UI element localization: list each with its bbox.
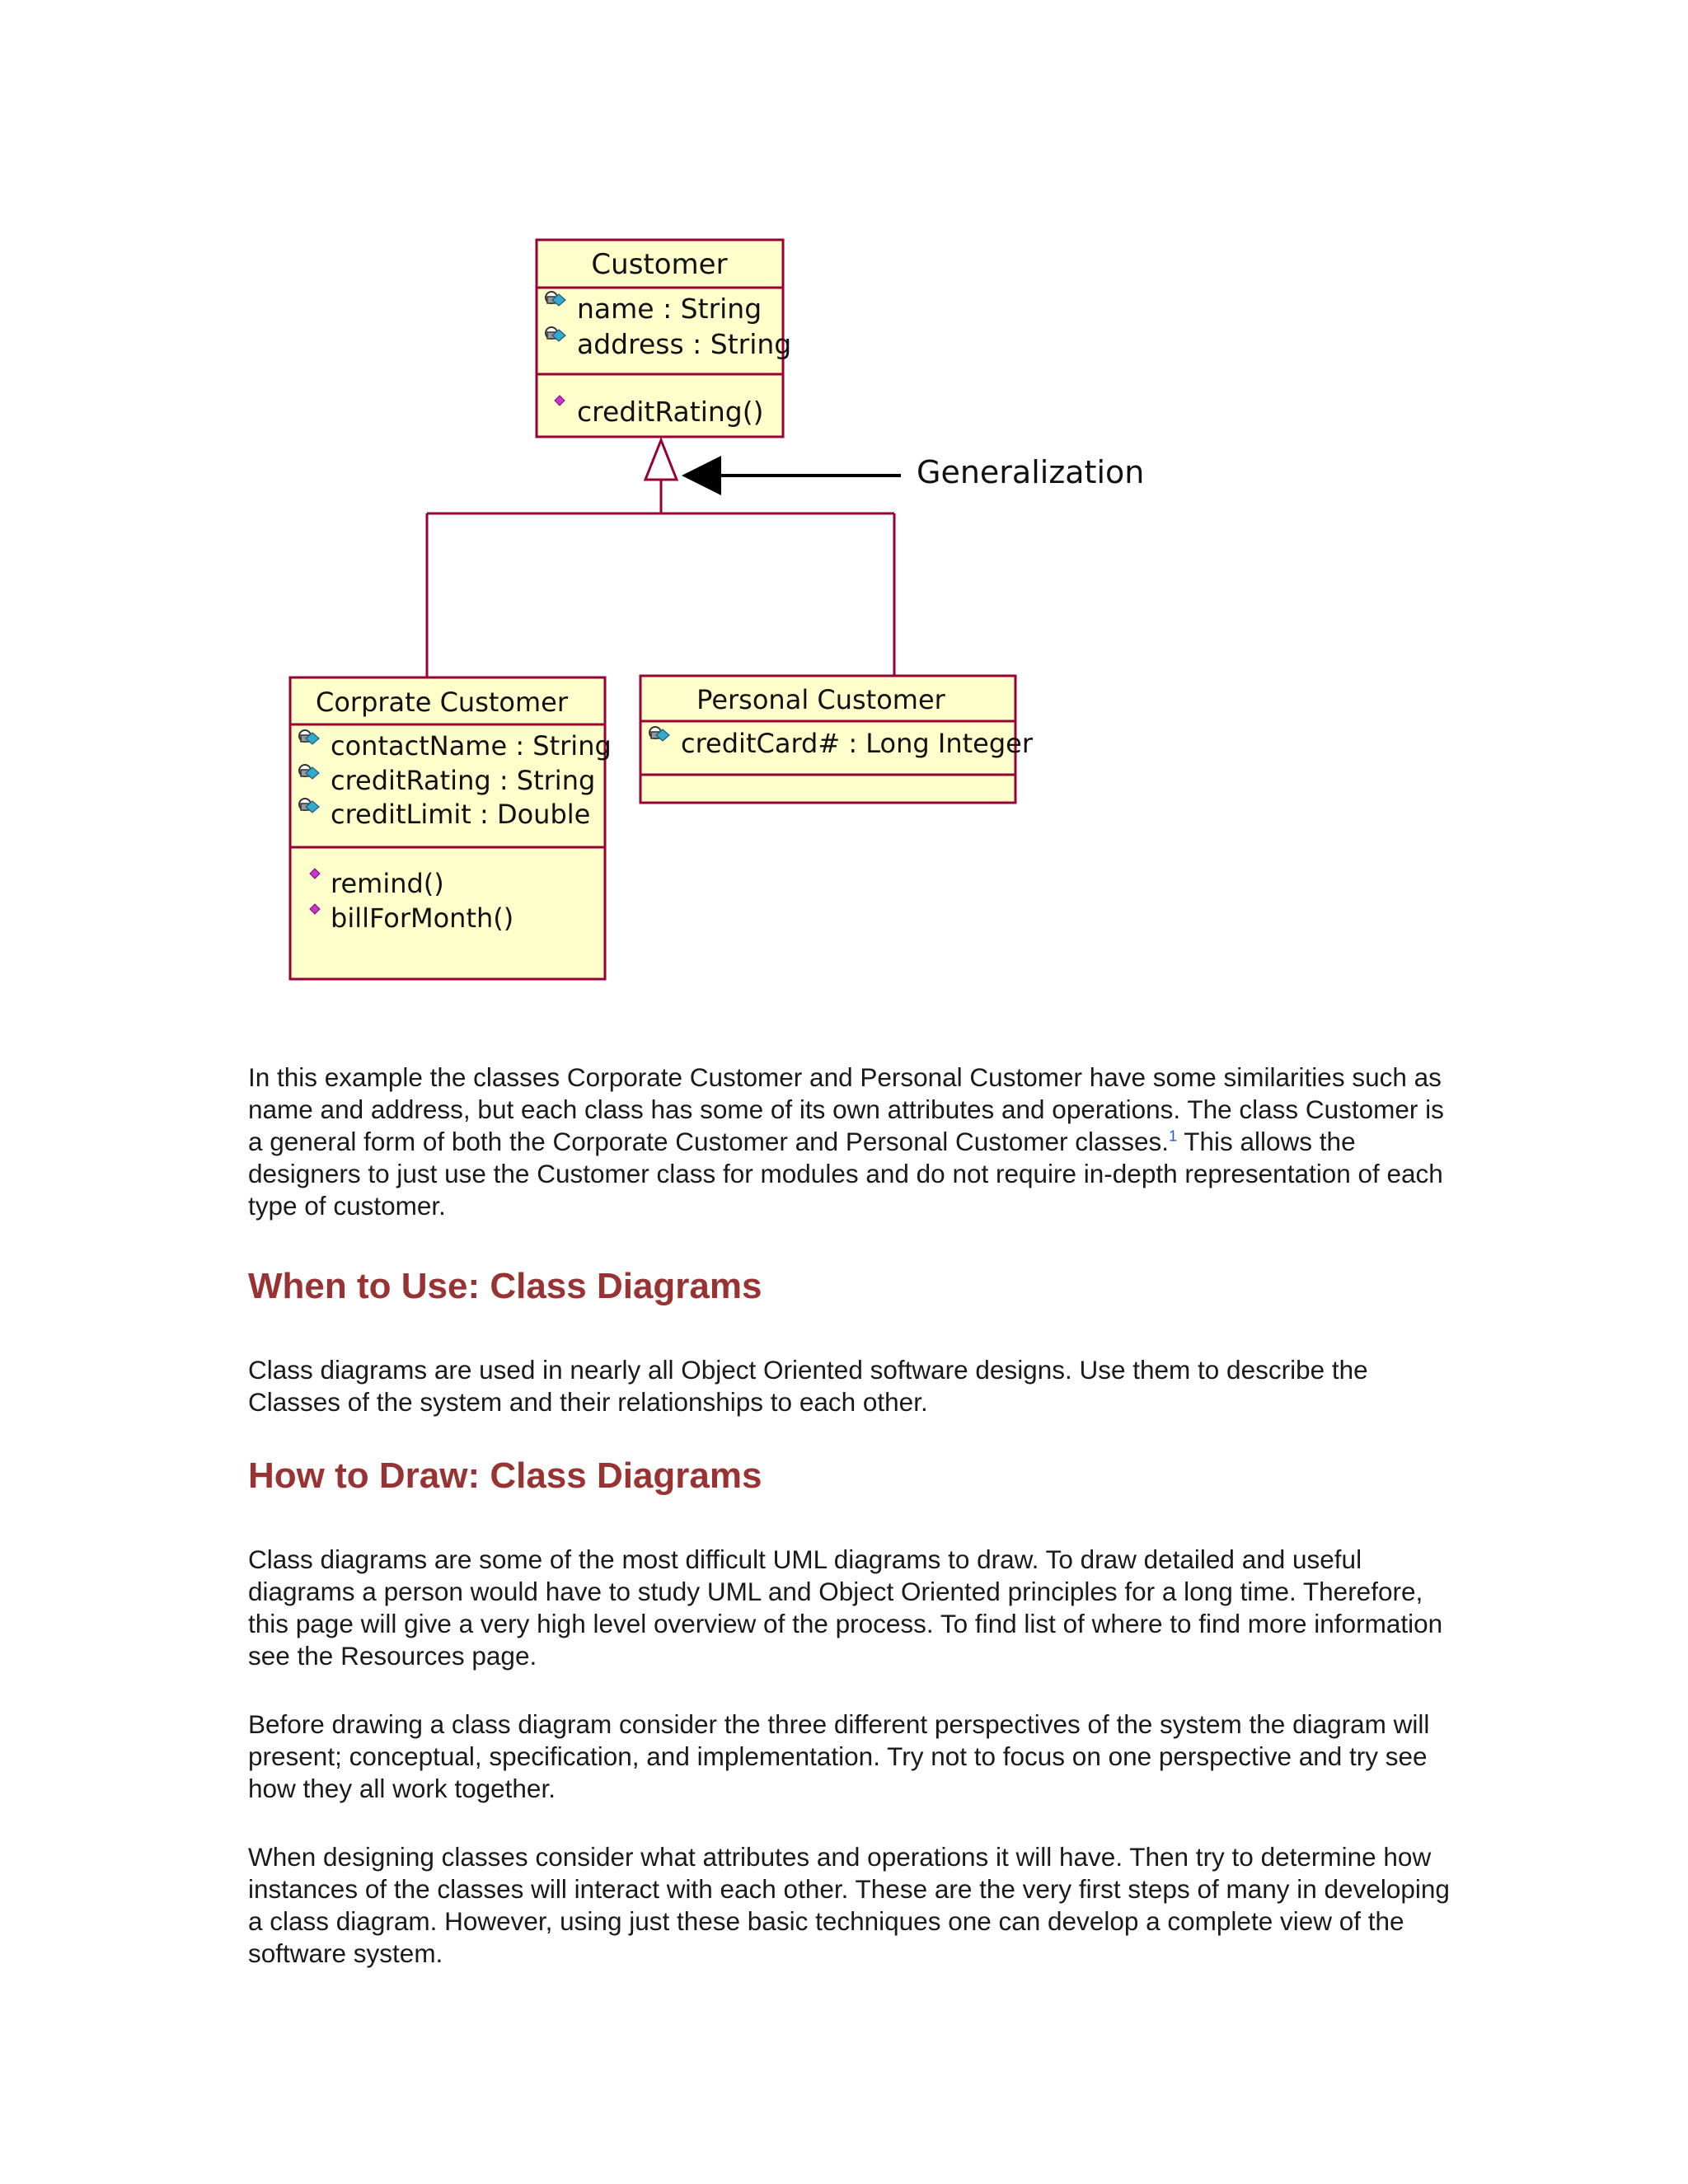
uml-class-diagram: [0, 0, 1688, 1005]
personal-class-name: Personal Customer: [696, 684, 945, 715]
how-to-draw-paragraph-3: When designing classes consider what attributes and operations it will have. Then try to determine how instances of the classes will interact with each other. These are the very first steps of many in developing a class diagram. However, using just these basic techniques one can develop a complete view of the software system.: [248, 1842, 1450, 1968]
corporate-customer-class: [290, 677, 612, 979]
corporate-operation-bill-for-month: billForMonth(): [331, 902, 514, 934]
customer-operation-credit-rating: creditRating(): [577, 396, 764, 428]
corporate-attribute-contact-name: contactName : String: [331, 730, 612, 762]
intro-paragraph-part2: This allows the designers to just use the Customer class for modules and do not require in-depth representation of each type of customer.: [248, 1127, 1443, 1221]
corporate-attribute-credit-limit: creditLimit : Double: [331, 799, 591, 830]
corporate-attribute-credit-rating: creditRating : String: [331, 765, 596, 796]
heading-how-to-draw: How to Draw: Class Diagrams: [248, 1455, 762, 1496]
customer-class-name: Customer: [591, 248, 728, 281]
heading-when-to-use: When to Use: Class Diagrams: [248, 1266, 762, 1306]
customer-attribute-address: address : String: [577, 328, 792, 360]
footnote-link[interactable]: 1: [1169, 1127, 1178, 1145]
personal-customer-class: [640, 676, 1034, 803]
document-body: [248, 1062, 1451, 2006]
generalization-label: Generalization: [917, 454, 1145, 490]
personal-attribute-credit-card: creditCard# : Long Integer: [681, 728, 1033, 759]
corporate-operation-remind: remind(): [331, 868, 444, 899]
customer-class: [537, 240, 791, 437]
intro-paragraph: [248, 1062, 1451, 1222]
when-to-use-paragraph: Class diagrams are used in nearly all Object Oriented software designs. Use them to describe the Classes of the system and their relationships to each other.: [248, 1355, 1368, 1417]
corporate-class-name: Corprate Customer: [316, 687, 568, 718]
how-to-draw-paragraph-2: Before drawing a class diagram consider the three different perspectives of the system the diagram will present; conceptual, specification, and implementation. Try not to focus on one perspective and try see how they all work together.: [248, 1709, 1430, 1803]
customer-attribute-name: name : String: [577, 293, 762, 325]
intro-paragraph-part1: In this example the classes Corporate Customer and Personal Customer have some similarities such as name and address, but each class has some of its own attributes and operations. The class Customer is a general form of both the Corporate Customer and Personal Customer classes.: [248, 1062, 1444, 1156]
how-to-draw-paragraph-1: Class diagrams are some of the most difficult UML diagrams to draw. To draw detailed and useful diagrams a person would have to study UML and Object Oriented principles for a long time. Therefore, this page will give a very high level overview of the process. To find list of where to find more information see the Resources page.: [248, 1544, 1443, 1671]
generalization-annotation: [688, 454, 1144, 490]
